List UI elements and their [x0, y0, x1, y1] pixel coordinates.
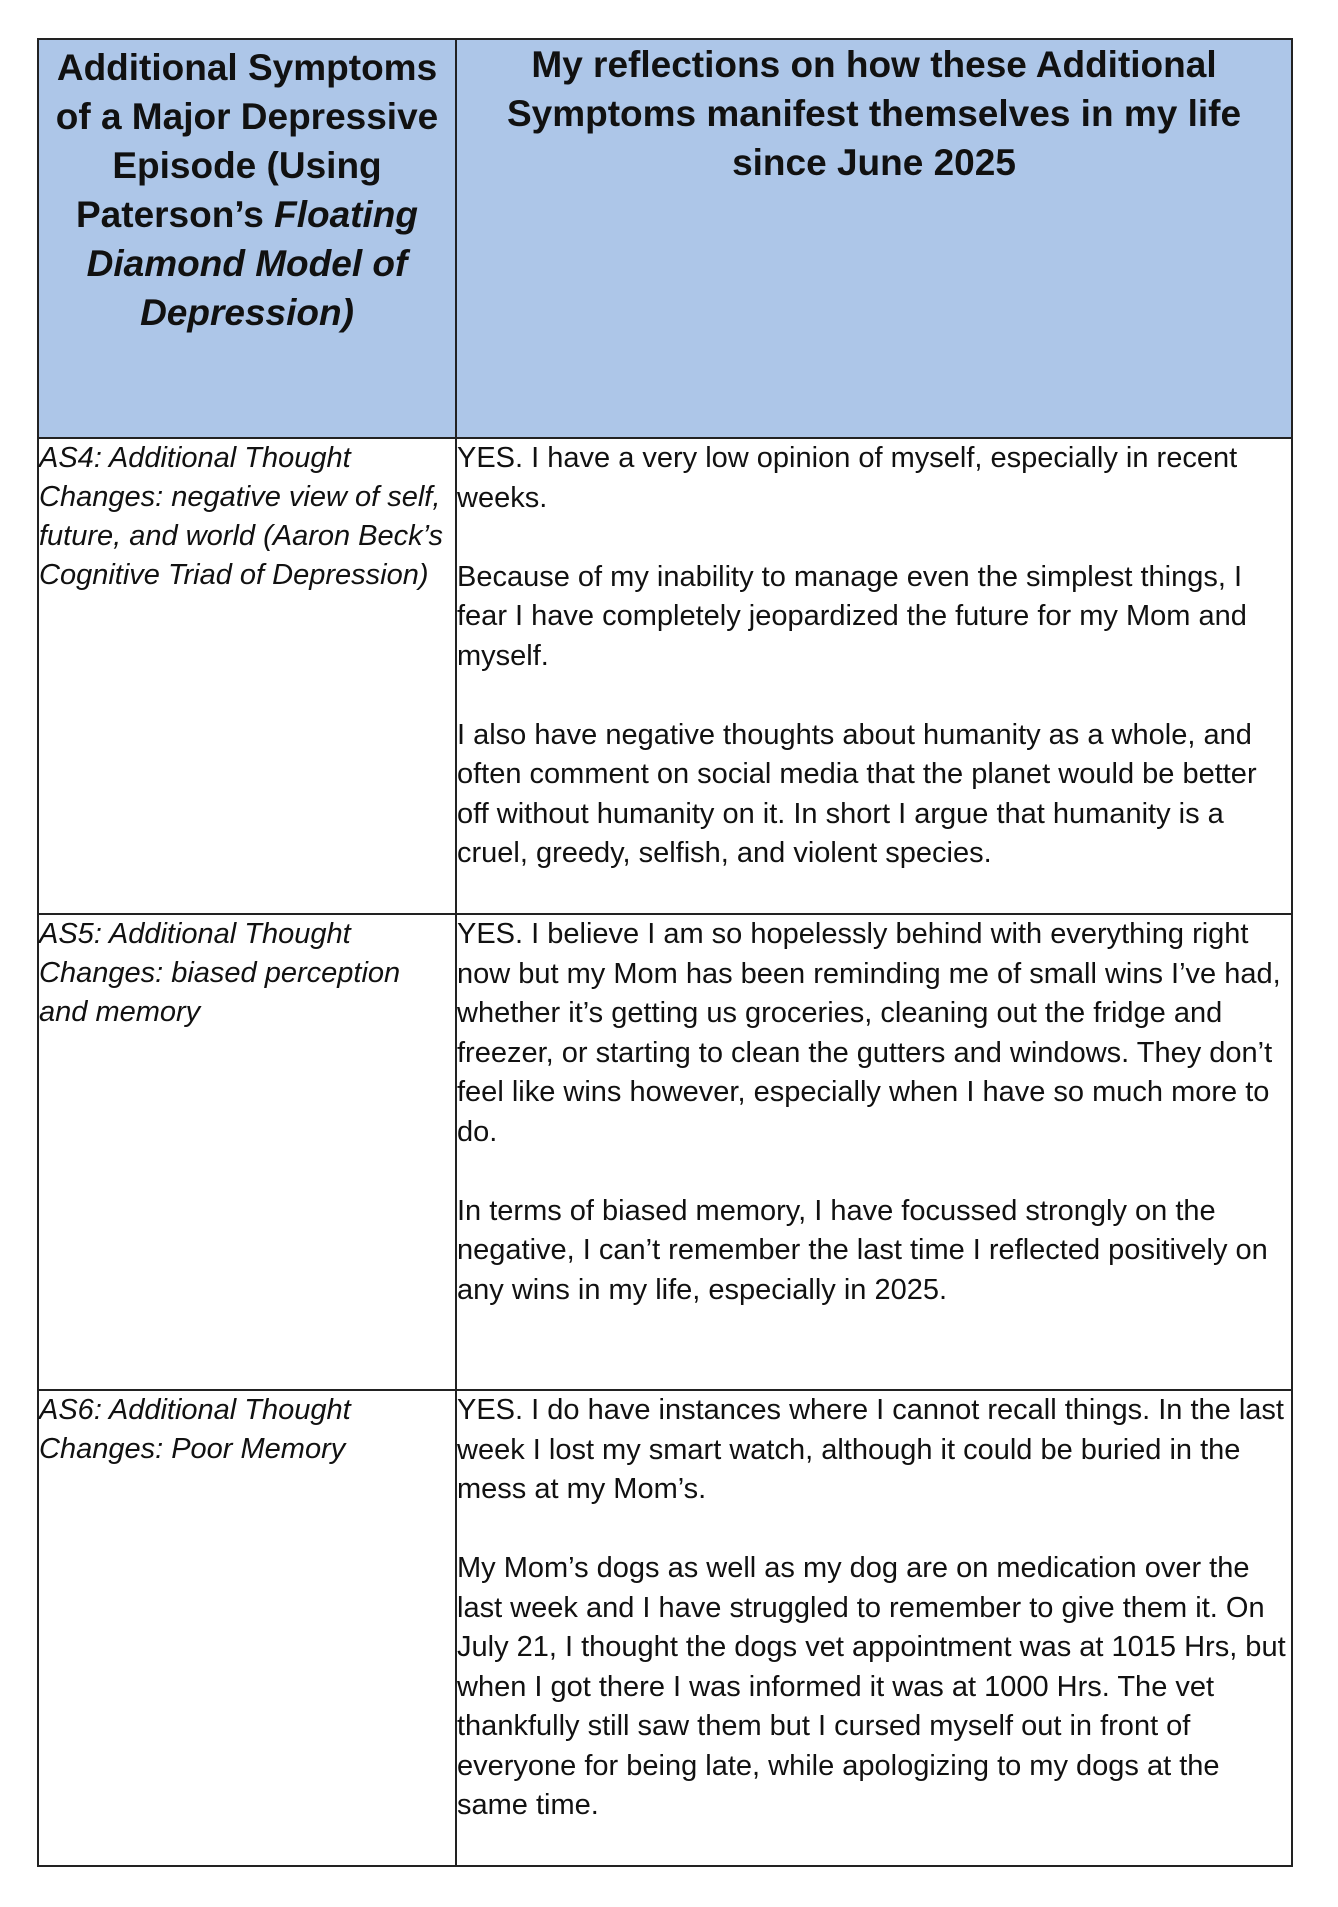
paragraph: YES. I have a very low opinion of myself, especially in recent weeks. [457, 442, 1238, 514]
row-reflection-as4 [456, 438, 1292, 914]
header-model-name: Floating Diamond Model of Depression) [86, 194, 418, 333]
row-reflection-as5 [456, 914, 1292, 1390]
symptoms-table [37, 38, 1293, 1867]
header-symptoms-text: Additional Symptoms of a Major Depressive Episode (Using Paterson’s [55, 47, 439, 235]
paragraph: Because of my inability to manage even the simplest things, I fear I have completely jeopardized the future for my Mom and myself. [457, 560, 1247, 672]
table-row [38, 1390, 1292, 1866]
paragraph: My Mom’s dogs as well as my dog are on medication over the last week and I have struggled to remember to give them it. On July 21, I thought the dogs vet appointment was at 1015 Hrs, but when I got there I was informed it was at 1000 Hrs. The vet thankfully still saw them but I cursed myself out in front of everyone for being late, while apologizing to my dogs at the same time. [457, 1552, 1286, 1821]
header-symptoms [38, 39, 456, 438]
table-row [38, 438, 1292, 914]
paragraph: YES. I believe I am so hopelessly behind with everything right now but my Mom has been reminding me of small wins I’ve had, whether it’s getting us groceries, cleaning out the fridge and freezer, or starting to clean the gutters and windows. They don’t feel like wins however, especially when I have so much more to do. [457, 918, 1281, 1148]
row-label-as6: AS6: Additional Thought Changes: Poor Memory [38, 1390, 456, 1866]
header-reflections: My reflections on how these Additional Symptoms manifest themselves in my life since June 2025 [456, 39, 1292, 438]
row-reflection-as6 [456, 1390, 1292, 1866]
paragraph: In terms of biased memory, I have focussed strongly on the negative, I can’t remember the last time I reflected positively on any wins in my life, especially in 2025. [457, 1194, 1268, 1306]
paragraph: I also have negative thoughts about humanity as a whole, and often comment on social media that the planet would be better off without humanity on it. In short I argue that humanity is a cruel, greedy, selfish, and violent species. [457, 718, 1257, 869]
row-label-as5: AS5: Additional Thought Changes: biased perception and memory [38, 914, 456, 1390]
header-row [38, 39, 1292, 438]
table-row [38, 914, 1292, 1390]
row-label-as4: AS4: Additional Thought Changes: negative view of self, future, and world (Aaron Beck’s Cognitive Triad of Depression) [38, 438, 456, 914]
paragraph: YES. I do have instances where I cannot recall things. In the last week I lost my smart watch, although it could be buried in the mess at my Mom’s. [457, 1394, 1284, 1505]
